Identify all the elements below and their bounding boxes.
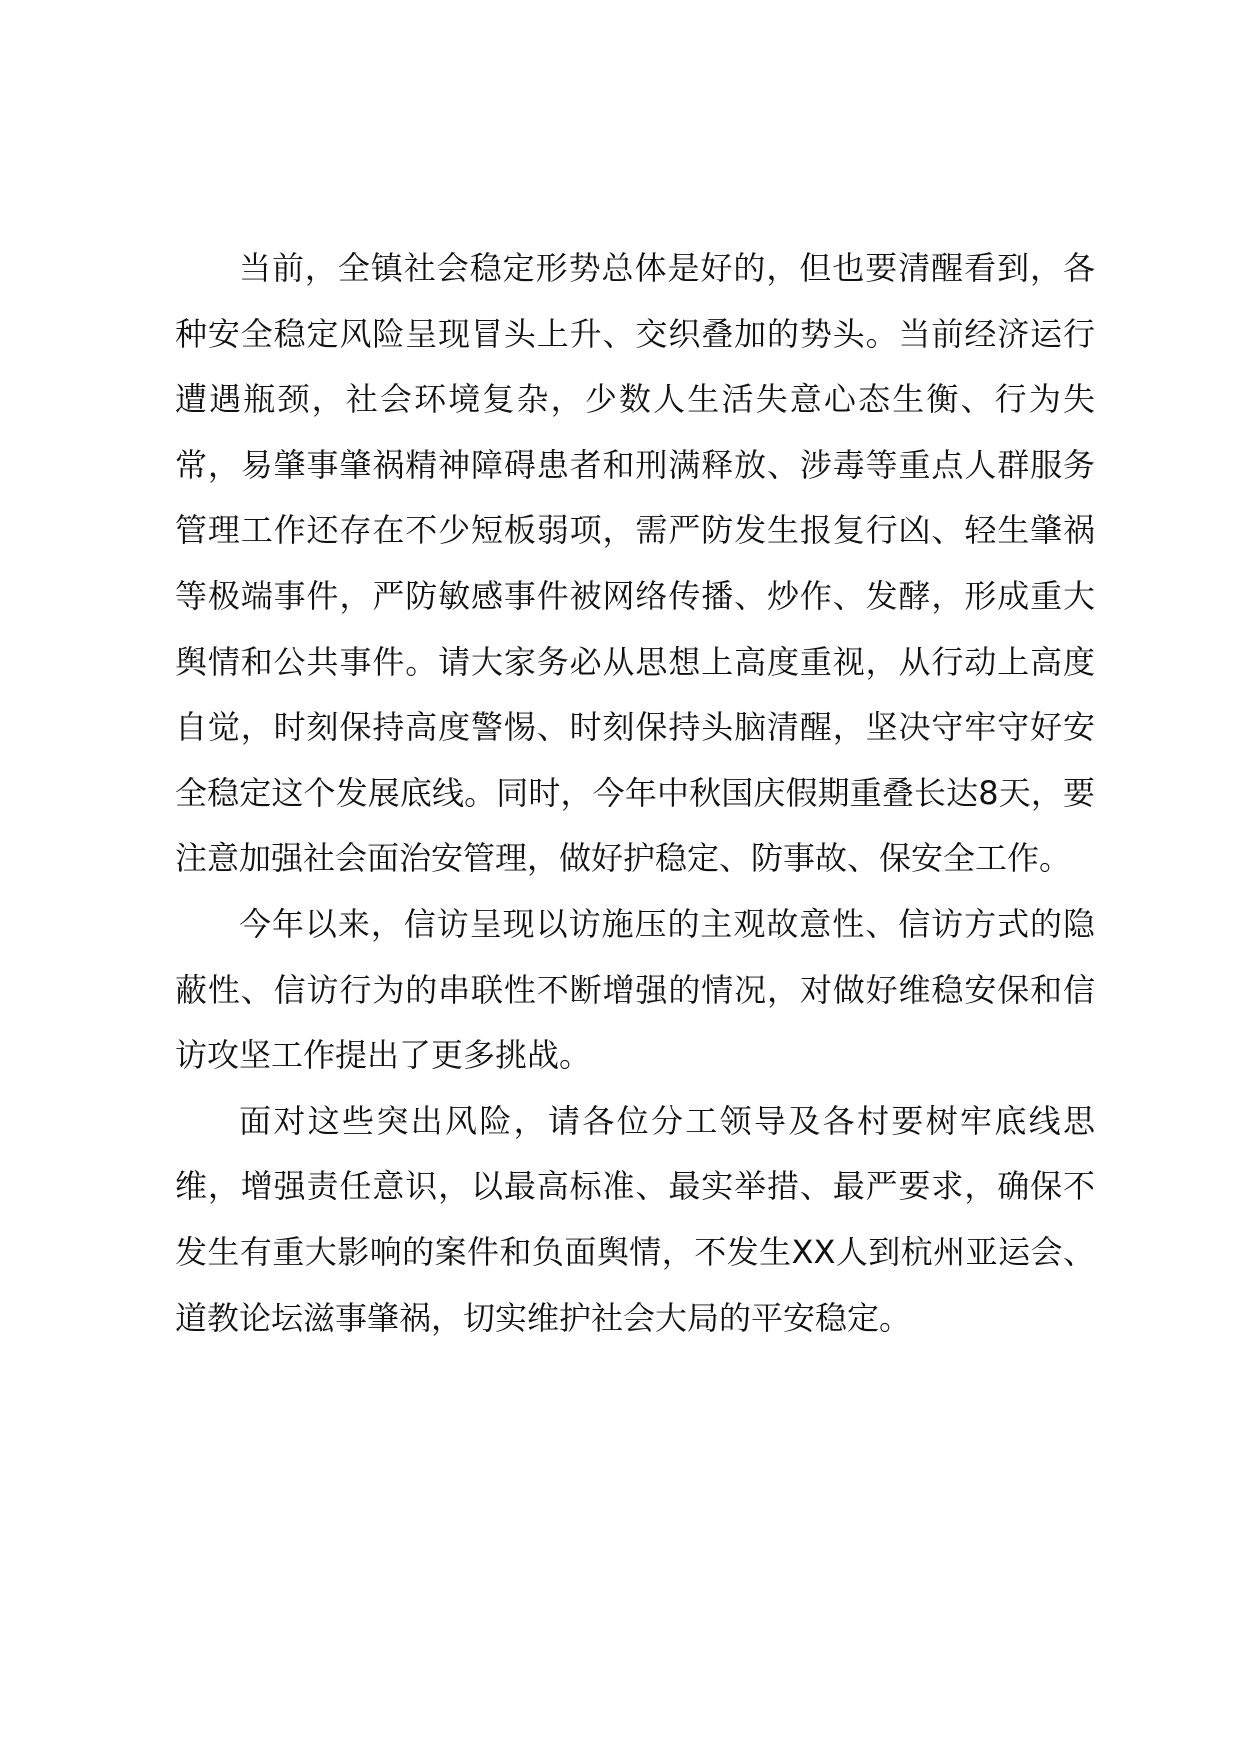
- document-body: [175, 236, 1095, 1351]
- paragraph-risk-response: 面对这些突出风险，请各位分工领导及各村要树牢底线思维，增强责任意识，以最高标准、最实举措、最严要求，确保不发生有重大影响的案件和负面舆情，不发生XX人到杭州亚运会、道教论坛滋事肇祸，切实维护社会大局的平安稳定。: [175, 1101, 1095, 1337]
- paragraph-social-stability: 当前，全镇社会稳定形势总体是好的，但也要清醒看到，各种安全稳定风险呈现冒头上升、交织叠加的势头。当前经济运行遭遇瓶颈，社会环境复杂，少数人生活失意心态生衡、行为失常，易肇事肇祸精神障碍患者和刑满释放、涉毒等重点人群服务管理工作还存在不少短板弱项，需严防发生报复行凶、轻生肇祸等极端事件，严防敏感事件被网络传播、炒作、发酵，形成重大舆情和公共事件。请大家务必从思想上高度重视，从行动上高度自觉，时刻保持高度警惕、时刻保持头脑清醒，坚决守牢守好安全稳定这个发展底线。同时，今年中秋国庆假期重叠长达8天，要注意加强社会面治安管理，做好护稳定、防事故、保安全工作。: [175, 249, 1095, 878]
- paragraph-petition-situation: 今年以来，信访呈现以访施压的主观故意性、信访方式的隐蔽性、信访行为的串联性不断增强的情况，对做好维稳安保和信访攻坚工作提出了更多挑战。: [175, 904, 1095, 1075]
